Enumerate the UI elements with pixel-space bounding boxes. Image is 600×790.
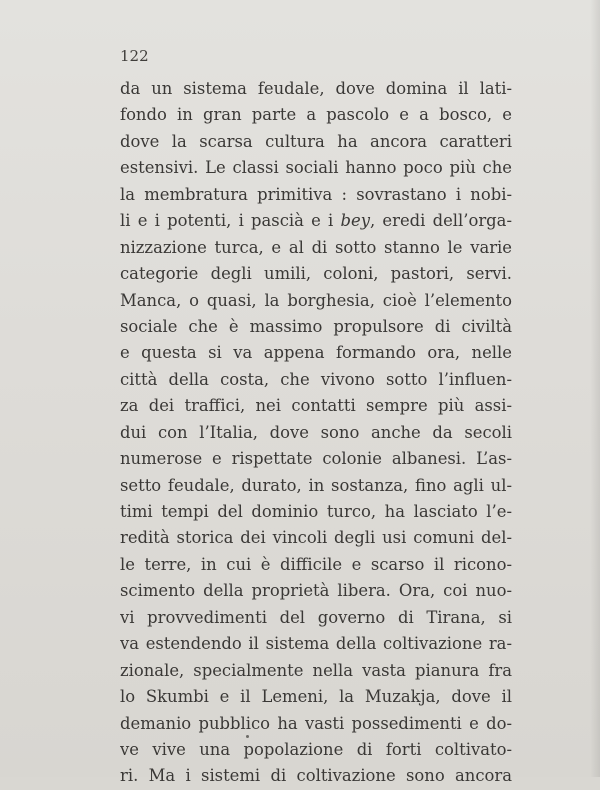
text-line: le terre, in cui è difficile e scarso il ricono-	[120, 554, 512, 574]
text-line: dui con l’Italia, dove sono anche da secoli	[120, 422, 512, 442]
text-line: estensivi. Le classi sociali hanno poco più che	[120, 158, 512, 178]
text-line: la membratura primitiva : sovrastano i nobi-	[120, 184, 512, 204]
text-line: sociale che è massimo propulsore di civiltà	[120, 316, 512, 336]
text-line: setto feudale, durato, in sostanza, fino agli ul-	[120, 475, 512, 495]
text-line: città della costa, che vivono sotto l’influen-	[120, 369, 512, 389]
text-line: e questa si va appena formando ora, nelle	[120, 343, 512, 363]
text-line: ve vive una popolazione di forti coltivato-	[120, 739, 512, 759]
text-line: lo Skumbi e il Lemeni, la Muzakja, dove il	[120, 687, 512, 707]
text-line: numerose e rispettate colonie albanesi. L’as-	[120, 449, 512, 469]
text-line: dove la scarsa cultura ha ancora caratteri	[120, 131, 512, 151]
text-line: li e i potenti, i pascià e i bey, eredi dell’orga-	[120, 211, 512, 231]
text-line: timi tempi del dominio turco, ha lasciato l’e-	[120, 502, 512, 521]
text-line: categorie degli umili, coloni, pastori, servi.	[120, 264, 512, 284]
text-line: demanio pubblico ha vasti possedimenti e do-	[120, 713, 512, 733]
text-line: fondo in gran parte a pascolo e a bosco, e	[120, 105, 512, 125]
text-line: zionale, specialmente nella vasta pianura fra	[120, 660, 512, 680]
body-text	[120, 76, 512, 790]
text-line: nizzazione turca, e al di sotto stanno le varie	[120, 237, 512, 257]
text-line: za dei traffici, nei contatti sempre più assi-	[120, 396, 512, 416]
text-line: vi provvedimenti del governo di Tirana, si	[120, 607, 512, 627]
text-line: va estendendo il sistema della coltivazione ra-	[120, 634, 512, 654]
text-line: redità storica dei vincoli degli usi comuni del-	[120, 528, 512, 548]
text-line: Manca, o quasi, la borghesia, cioè l’elemento	[120, 290, 512, 310]
text-line: ri. Ma i sistemi di coltivazione sono ancora	[120, 766, 512, 786]
italic-term: bey	[340, 211, 370, 231]
text-line: scimento della proprietà libera. Ora, coi nuo-	[120, 581, 512, 601]
text-line: da un sistema feudale, dove domina il lati-	[120, 79, 512, 98]
page-number: 122	[120, 47, 149, 65]
paper-speck	[246, 735, 249, 738]
